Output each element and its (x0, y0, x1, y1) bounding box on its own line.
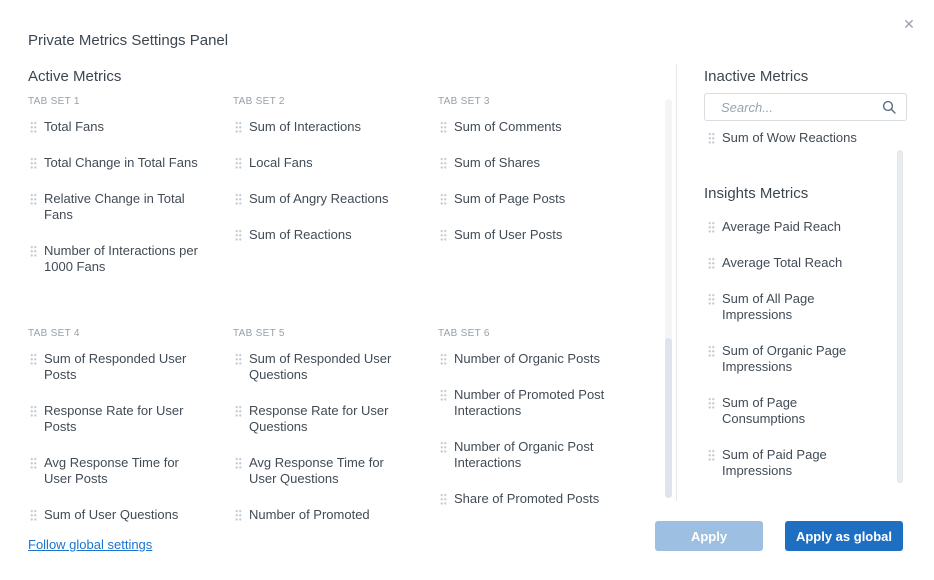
metric-label: Average Paid Reach (722, 219, 842, 234)
drag-handle-icon[interactable] (440, 229, 447, 241)
metric-label: Total Fans (44, 119, 104, 134)
metric-item[interactable] (233, 403, 413, 435)
metric-label: Local Fans (249, 155, 313, 170)
drag-handle-icon[interactable] (30, 121, 37, 133)
drag-handle-icon[interactable] (30, 457, 37, 469)
drag-handle-icon[interactable] (235, 509, 242, 521)
metric-label: Number of Promoted (249, 507, 370, 522)
metric-item[interactable] (233, 119, 413, 135)
tab-set-4 (28, 328, 233, 543)
tab-set-label: TAB SET 2 (233, 96, 285, 107)
metric-item[interactable] (233, 191, 413, 207)
drag-handle-icon[interactable] (440, 353, 447, 365)
active-scrollbar-thumb[interactable] (665, 338, 672, 498)
metric-label: Response Rate for User Posts (44, 403, 184, 434)
tab-set-3 (438, 96, 643, 295)
drag-handle-icon[interactable] (235, 353, 242, 365)
metric-label: Avg Response Time for User Questions (249, 455, 384, 486)
panel-divider (676, 64, 677, 501)
follow-global-settings-link[interactable]: Follow global settings (28, 537, 153, 552)
metric-label: Sum of Shares (454, 155, 540, 170)
tab-set-2 (233, 96, 438, 295)
tab-set-row-2 (28, 328, 660, 543)
metric-label: Share of Promoted Posts (454, 491, 600, 506)
metric-label: Number of Interactions per 1000 Fans (44, 243, 198, 274)
tab-set-row-1 (28, 96, 660, 295)
metric-item[interactable] (233, 155, 413, 171)
insights-metrics-heading: Insights Metrics (704, 185, 809, 202)
metric-item[interactable] (233, 507, 413, 523)
active-metrics-heading: Active Metrics (28, 68, 122, 85)
drag-handle-icon[interactable] (440, 389, 447, 401)
drag-handle-icon[interactable] (440, 121, 447, 133)
drag-handle-icon[interactable] (30, 157, 37, 169)
drag-handle-icon[interactable] (235, 405, 242, 417)
metric-item[interactable] (706, 219, 884, 235)
drag-handle-icon[interactable] (235, 193, 242, 205)
metric-item[interactable] (706, 395, 884, 427)
metric-item[interactable] (28, 243, 208, 275)
metric-item[interactable] (438, 351, 618, 367)
metric-item[interactable] (28, 119, 208, 135)
metric-item[interactable] (28, 403, 208, 435)
metric-label: Response Rate for User Questions (249, 403, 389, 434)
active-metrics-list (28, 96, 660, 522)
metric-label: Average Total Reach (722, 255, 843, 270)
metric-item[interactable] (28, 351, 208, 383)
metric-item[interactable] (438, 155, 618, 171)
drag-handle-icon[interactable] (235, 157, 242, 169)
metric-label: Total Change in Total Fans (44, 155, 198, 170)
tab-set-1 (28, 96, 233, 295)
metric-label: Number of Organic Posts (454, 351, 600, 366)
metric-item[interactable] (706, 291, 884, 323)
metric-item[interactable] (28, 455, 208, 487)
metric-label: Sum of Angry Reactions (249, 191, 389, 206)
metric-item[interactable] (233, 455, 413, 487)
metric-item[interactable] (706, 255, 884, 271)
metric-item[interactable] (706, 130, 884, 146)
metric-item[interactable] (28, 191, 208, 223)
metric-label: Sum of Wow Reactions (722, 130, 857, 145)
close-icon[interactable]: ✕ (903, 16, 915, 32)
metric-label: Sum of Reactions (249, 227, 352, 242)
metric-item[interactable] (706, 343, 884, 375)
metric-item[interactable] (438, 227, 618, 243)
metric-label: Sum of Page Consumptions (722, 395, 806, 426)
inactive-search (704, 93, 907, 121)
metric-item[interactable] (233, 351, 413, 383)
metric-label: Sum of Responded User Posts (44, 351, 187, 382)
apply-button[interactable]: Apply (655, 521, 763, 551)
metric-label: Sum of Responded User Questions (249, 351, 392, 382)
inactive-metrics-heading: Inactive Metrics (704, 68, 809, 85)
metric-label: Sum of Interactions (249, 119, 361, 134)
drag-handle-icon[interactable] (235, 457, 242, 469)
metric-item[interactable] (438, 439, 618, 471)
drag-handle-icon[interactable] (440, 193, 447, 205)
drag-handle-icon[interactable] (440, 441, 447, 453)
drag-handle-icon[interactable] (235, 229, 242, 241)
drag-handle-icon[interactable] (30, 353, 37, 365)
inactive-metrics-list (704, 130, 886, 497)
drag-handle-icon[interactable] (708, 449, 715, 461)
drag-handle-icon[interactable] (708, 397, 715, 409)
metric-item[interactable] (706, 447, 884, 479)
tab-set-label: TAB SET 6 (438, 328, 490, 339)
drag-handle-icon[interactable] (440, 157, 447, 169)
tab-set-6 (438, 328, 643, 543)
search-icon (882, 100, 896, 114)
drag-handle-icon[interactable] (30, 509, 37, 521)
metric-label: Sum of User Questions (44, 507, 179, 522)
metric-label: Sum of User Posts (454, 227, 563, 242)
inactive-scrollbar-thumb[interactable] (897, 150, 903, 483)
metric-item[interactable] (438, 491, 618, 507)
tab-set-label: TAB SET 4 (28, 328, 80, 339)
metric-label: Sum of Paid Page Impressions (722, 447, 827, 478)
metric-item[interactable] (28, 507, 208, 523)
panel-title: Private Metrics Settings Panel (28, 32, 229, 49)
drag-handle-icon[interactable] (708, 293, 715, 305)
tab-set-label: TAB SET 3 (438, 96, 490, 107)
drag-handle-icon[interactable] (708, 257, 715, 269)
drag-handle-icon[interactable] (30, 405, 37, 417)
metric-label: Sum of Organic Page Impressions (722, 343, 847, 374)
drag-handle-icon[interactable] (235, 121, 242, 133)
metric-label: Relative Change in Total Fans (44, 191, 185, 222)
apply-as-global-button[interactable]: Apply as global (785, 521, 903, 551)
metric-item[interactable] (438, 119, 618, 135)
metric-item[interactable] (438, 191, 618, 207)
drag-handle-icon[interactable] (708, 221, 715, 233)
metric-item[interactable] (233, 227, 413, 243)
metric-label: Sum of Comments (454, 119, 562, 134)
drag-handle-icon[interactable] (30, 245, 37, 257)
tab-set-label: TAB SET 1 (28, 96, 80, 107)
metric-label: Sum of Page Posts (454, 191, 566, 206)
metric-label: Avg Response Time for User Posts (44, 455, 179, 486)
drag-handle-icon[interactable] (708, 132, 715, 144)
metric-item[interactable] (28, 155, 208, 171)
tab-set-5 (233, 328, 438, 543)
metric-label: Number of Promoted Post Interactions (454, 387, 605, 418)
drag-handle-icon[interactable] (440, 493, 447, 505)
drag-handle-icon[interactable] (708, 345, 715, 357)
search-input[interactable] (704, 93, 907, 121)
drag-handle-icon[interactable] (30, 193, 37, 205)
metric-label: Sum of All Page Impressions (722, 291, 815, 322)
metric-label: Number of Organic Post Interactions (454, 439, 594, 470)
metric-item[interactable] (438, 387, 618, 419)
tab-set-label: TAB SET 5 (233, 328, 285, 339)
